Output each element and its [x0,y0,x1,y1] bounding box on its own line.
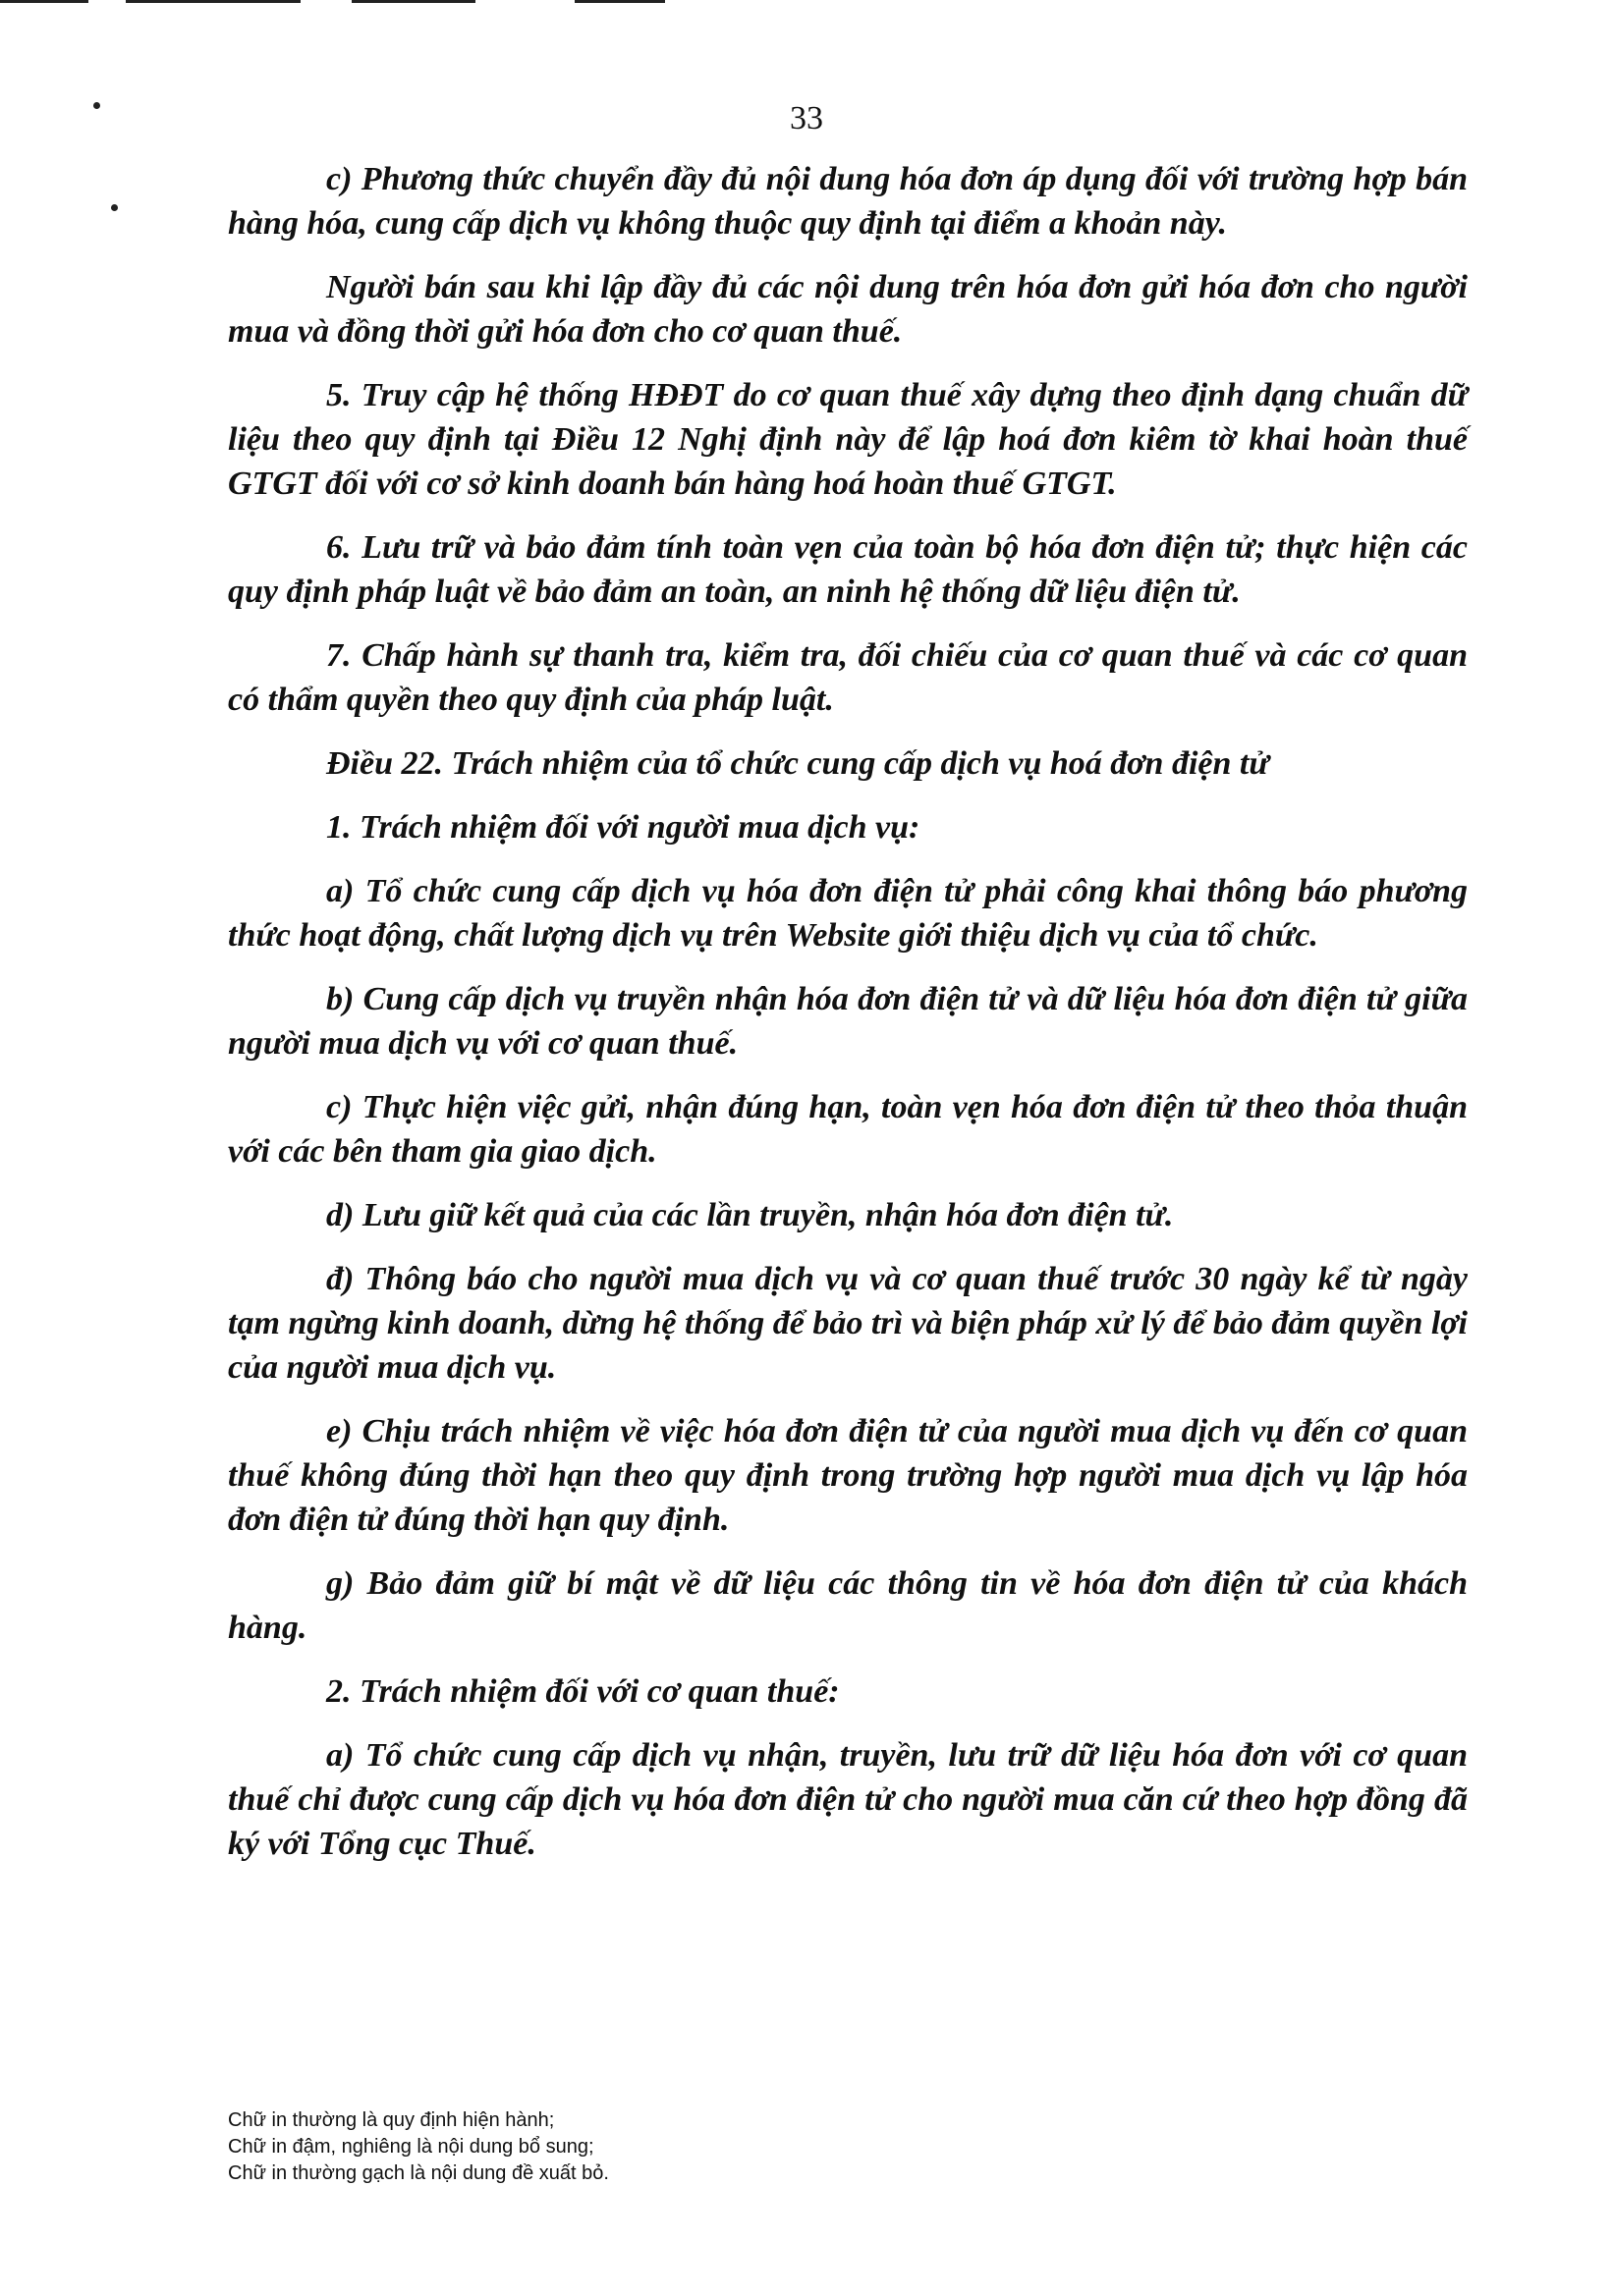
section-2-heading: 2. Trách nhiệm đối với cơ quan thuế: [326,1673,840,1710]
paragraph-seller-send: Người bán sau khi lập đầy đủ các nội dung trên hóa đơn gửi hóa đơn cho người mua và đồng thời gửi hóa đơn cho cơ quan thuế. [228,269,1468,350]
paragraph-1d: d) Lưu giữ kết quả của các lần truyền, nhận hóa đơn điện tử. [326,1197,1174,1233]
document-body [228,157,1468,1886]
scan-top-edge-lines [0,0,1613,6]
paragraph-c-transfer-method: c) Phương thức chuyển đầy đủ nội dung hóa đơn áp dụng đối với trường hợp bán hàng hóa, cung cấp dịch vụ không thuộc quy định tại điểm a khoản này. [228,161,1468,242]
paragraph-item-6: 6. Lưu trữ và bảo đảm tính toàn vẹn của toàn bộ hóa đơn điện tử; thực hiện các quy định pháp luật về bảo đảm an toàn, an ninh hệ thống dữ liệu điện tử. [228,529,1468,610]
paragraph-1a: a) Tổ chức cung cấp dịch vụ hóa đơn điện tử phải công khai thông báo phương thức hoạt động, chất lượng dịch vụ trên Website giới thiệu dịch vụ của tổ chức. [228,873,1468,954]
paragraph-item-5: 5. Truy cập hệ thống HĐĐT do cơ quan thuế xây dựng theo định dạng chuẩn dữ liệu theo quy định tại Điều 12 Nghị định này để lập hoá đơn kiêm tờ khai hoàn thuế GTGT đối với cơ sở kinh doanh bán hàng hoá hoàn thuế GTGT. [228,377,1468,502]
scan-speck-icon [111,204,118,211]
footnote-regular: Chữ in thường là quy định hiện hành; [228,2109,555,2131]
article-22-heading: Điều 22. Trách nhiệm của tổ chức cung cấp dịch vụ hoá đơn điện tử [326,745,1269,782]
section-1-heading: 1. Trách nhiệm đối với người mua dịch vụ: [326,809,920,846]
paragraph-item-7: 7. Chấp hành sự thanh tra, kiểm tra, đối chiếu của cơ quan thuế và các cơ quan có thẩm quyền theo quy định của pháp luật. [228,637,1468,718]
footnotes-legend [228,2107,1112,2187]
paragraph-1b: b) Cung cấp dịch vụ truyền nhận hóa đơn điện tử và dữ liệu hóa đơn điện tử giữa người mua dịch vụ với cơ quan thuế. [228,981,1468,1062]
paragraph-2a: a) Tổ chức cung cấp dịch vụ nhận, truyền, lưu trữ dữ liệu hóa đơn với cơ quan thuế chỉ được cung cấp dịch vụ hóa đơn điện tử cho người mua căn cứ theo hợp đồng đã ký với Tổng cục Thuế. [228,1737,1468,1862]
page-number: 33 [790,100,823,137]
paragraph-1dd: đ) Thông báo cho người mua dịch vụ và cơ quan thuế trước 30 ngày kể từ ngày tạm ngừng kinh doanh, dừng hệ thống để bảo trì và biện pháp xử lý để bảo đảm quyền lợi của người mua dịch vụ. [228,1261,1468,1386]
footnote-strikethrough: Chữ in thường gạch là nội dung đề xuất bỏ. [228,2162,609,2184]
paragraph-1g: g) Bảo đảm giữ bí mật về dữ liệu các thông tin về hóa đơn điện tử của khách hàng. [228,1565,1468,1646]
footnote-bold-italic: Chữ in đậm, nghiêng là nội dung bổ sung; [228,2136,594,2158]
paragraph-1c: c) Thực hiện việc gửi, nhận đúng hạn, toàn vẹn hóa đơn điện tử theo thỏa thuận với các bên tham gia giao dịch. [228,1089,1468,1170]
paragraph-1e: e) Chịu trách nhiệm về việc hóa đơn điện tử của người mua dịch vụ đến cơ quan thuế không đúng thời hạn theo quy định trong trường hợp người mua dịch vụ lập hóa đơn điện tử đúng thời hạn quy định. [228,1413,1468,1538]
